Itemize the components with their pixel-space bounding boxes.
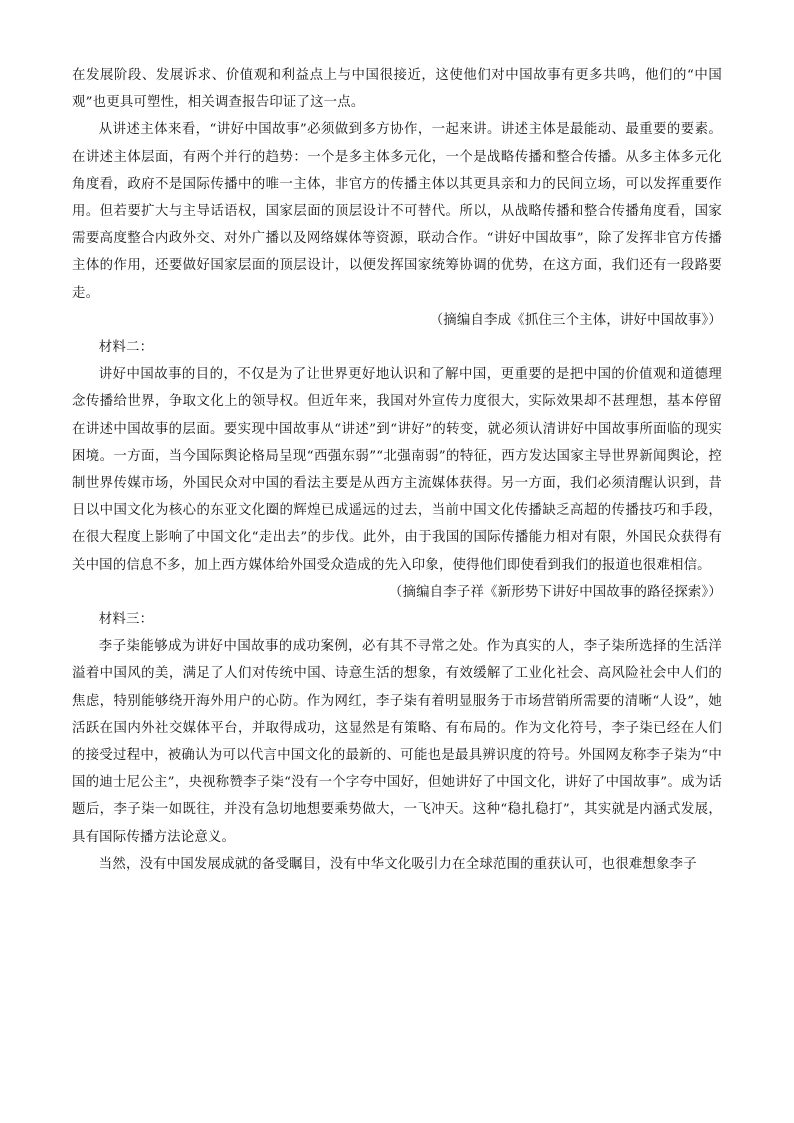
paragraph-final: 当然，没有中国发展成就的备受瞩目，没有中华文化吸引力在全球范围的重获认可，也很难想象李子	[98, 856, 697, 872]
material-2-heading: 材料二：	[98, 340, 154, 356]
paragraph-material-3: 李子柒能够成为讲好中国故事的成功案例，必有其不寻常之处。作为真实的人，李子柒所选择的生活洋溢着中国风的美，满足了人们对传统中国、诗意生活的想象，有效缓解了工业化社会、高风险社会中人们的焦虑，特别能够绕开海外用户的心防。作为网红，李子柒有着明显服务于市场营销所需要的清晰“人设”，她活跃在国内外社交媒体平台，并取得成功，这显然是有策略、有布局的。作为文化符号，李子柒已经在人们的接受过程中，被确认为可以代言中国文化的最新的、可能也是最具辨识度的符号。外国网友称李子柒为“中国的迪士尼公主”，央视称赞李子柒“没有一个字夸中国好，但她讲好了中国文化，讲好了中国故事”。成为话题后，李子柒一如既往，并没有急切地想要乘势做大，一飞冲天。这种“稳扎稳打”，其实就是内涵式发展，具有国际传播方法论意义。	[72, 639, 722, 845]
paragraph-continuation: 在发展阶段、发展诉求、价值观和利益点上与中国很接近，这使他们对中国故事有更多共鸣，他们的“中国观”也更具可塑性，相关调查报告印证了这一点。	[72, 68, 722, 111]
source-citation-1: （摘编自李成《抓住三个主体，讲好中国故事》）	[429, 312, 722, 328]
material-3-heading: 材料三：	[98, 612, 154, 628]
document-page	[72, 62, 722, 878]
source-citation-2: （摘编自李子祥《新形势下讲好中国故事的路径探索》）	[388, 584, 722, 600]
paragraph-narrator-subject: 从讲述主体来看，“讲好中国故事”必须做到多方协作，一起来讲。讲述主体是最能动、最重要的要素。在讲述主体层面，有两个并行的趋势：一个是多主体多元化，一个是战略传播和整合传播。从多主体多元化角度看，政府不是国际传播中的唯一主体，非官方的传播主体以其更具亲和力的民间立场，可以发挥重要作用。但若要扩大与主导话语权，国家层面的顶层设计不可替代。所以，从战略传播和整合传播角度看，国家需要高度整合内政外交、对外广播以及网络媒体等资源，联动合作。“讲好中国故事”，除了发挥非官方传播主体的作用，还要做好国家层面的顶层设计，以便发挥国家统筹协调的优势，在这方面，我们还有一段路要走。	[72, 122, 722, 301]
paragraph-material-2: 讲好中国故事的目的，不仅是为了让世界更好地认识和了解中国，更重要的是把中国的价值观和道德理念传播给世界，争取文化上的领导权。但近年来，我国对外宣传力度很大，实际效果却不甚理想，基本停留在讲述中国故事的层面。要实现中国故事从“讲述”到“讲好”的转变，就必须认清讲好中国故事所面临的现实困境。一方面，当今国际舆论格局呈现“西强东弱”“北强南弱”的特征，西方发达国家主导世界新闻舆论，控制世界传媒市场，外国民众对中国的看法主要是从西方主流媒体获得。另一方面，我们必须清醒认识到，昔日以中国文化为核心的东亚文化圈的辉煌已成遥远的过去，当前中国文化传播缺乏高超的传播技巧和手段，在很大程度上影响了中国文化“走出去”的步伐。此外，由于我国的国际传播能力相对有限，外国民众获得有关中国的信息不多，加上西方媒体给外国受众造成的先入印象，使得他们即使看到我们的报道也很难相信。	[72, 367, 722, 573]
